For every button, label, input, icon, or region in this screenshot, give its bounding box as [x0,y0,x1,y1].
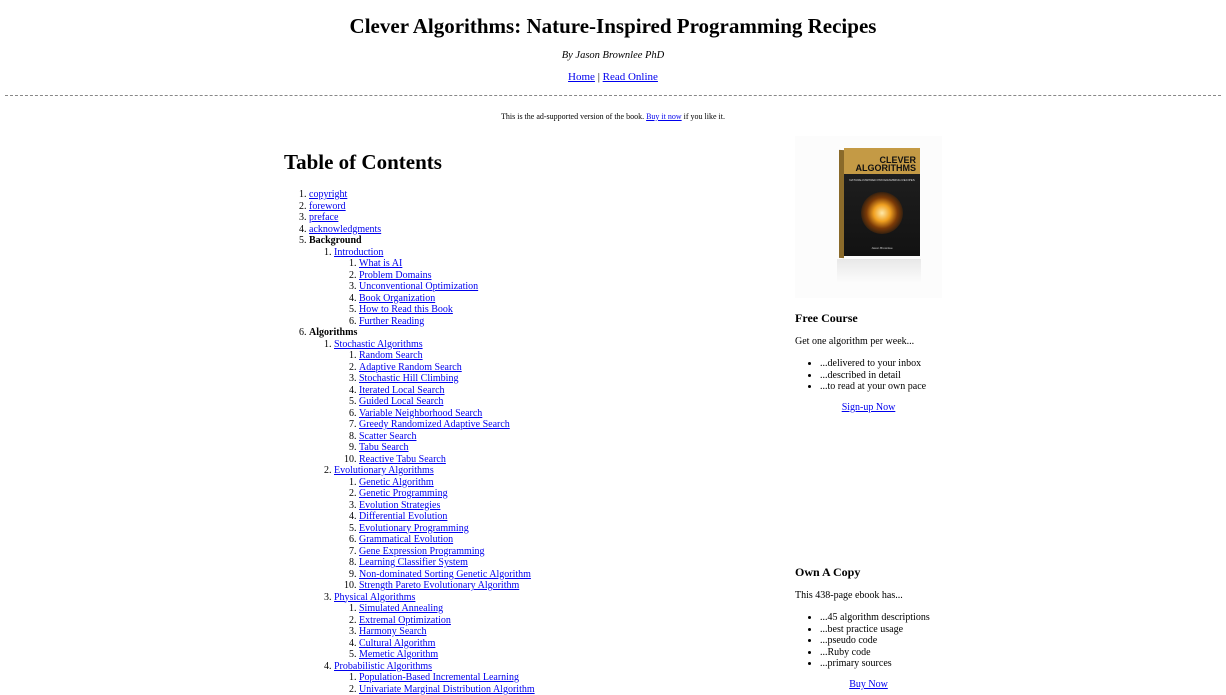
cover-title-line1: CLEVER [848,156,916,164]
toc-item [359,615,535,627]
toc-item [309,189,535,201]
toc-link-probabilistic-algorithm[interactable]: Univariate Marginal Distribution Algorithm [359,684,535,695]
toc-sublist [334,603,535,661]
toc-item [359,534,535,546]
toc-item [359,304,535,316]
own-copy-feature: • ...best practice usage [820,624,930,636]
book-front-cover [844,148,920,256]
toc-item [359,500,535,512]
toc-item [359,546,535,558]
toc-item [359,408,535,420]
toc-link-stochastic-algorithm[interactable]: Stochastic Hill Climbing [359,373,458,384]
cover-title [848,156,916,172]
toc-link-evolutionary-algorithm[interactable]: Genetic Programming [359,488,448,499]
read-online-link[interactable]: Read Online [603,71,658,83]
free-course-feature: • ...delivered to your inbox [820,358,926,370]
toc-link-evolutionary-algorithm[interactable]: Gene Expression Programming [359,546,485,557]
toc-item [359,396,535,408]
section-label-algorithms: Algorithms [309,327,357,338]
buy-it-now-link[interactable]: Buy it now [646,112,682,121]
ad-notice-tail: if you like it. [684,112,725,121]
toc-link-introduction-topic[interactable]: How to Read this Book [359,304,453,315]
free-course-feature: • ...to read at your own pace [820,381,926,393]
toc-link-physical-algorithms[interactable]: Physical Algorithms [334,592,415,603]
toc-section-algorithms [309,327,535,695]
toc-list [309,189,535,695]
toc-link-evolutionary-algorithm[interactable]: Genetic Algorithm [359,477,434,488]
ad-notice [0,112,1226,121]
toc-item [359,638,535,650]
own-copy-feature: • ...Ruby code [820,647,930,659]
toc-link-copyright[interactable]: copyright [309,189,347,200]
toc-heading: Table of Contents [284,150,442,175]
toc-link-stochastic-algorithm[interactable]: Greedy Randomized Adaptive Search [359,419,510,430]
toc-item [359,373,535,385]
toc-link-stochastic-algorithm[interactable]: Iterated Local Search [359,385,445,396]
toc-link-physical-algorithm[interactable]: Simulated Annealing [359,603,443,614]
own-copy-features [820,612,930,670]
cover-author: Jason Brownlee [848,246,916,250]
toc-item [359,649,535,661]
toc-item [359,316,535,328]
toc-chapter [334,592,535,661]
toc-link-stochastic-algorithm[interactable]: Random Search [359,350,423,361]
toc-link-probabilistic-algorithm[interactable]: Population-Based Incremental Learning [359,672,519,683]
toc-link-stochastic-algorithms[interactable]: Stochastic Algorithms [334,339,423,350]
toc-link-stochastic-algorithm[interactable]: Tabu Search [359,442,409,453]
toc-chapter [334,247,535,328]
toc-link-evolutionary-algorithm[interactable]: Differential Evolution [359,511,447,522]
toc-item [359,362,535,374]
toc-link-physical-algorithm[interactable]: Harmony Search [359,626,426,637]
toc-chapter [334,339,535,466]
toc-link-stochastic-algorithm[interactable]: Adaptive Random Search [359,362,462,373]
toc-link-introduction-topic[interactable]: Unconventional Optimization [359,281,478,292]
toc-item [359,557,535,569]
toc-link-stochastic-algorithm[interactable]: Reactive Tabu Search [359,454,446,465]
toc-link-evolutionary-algorithms[interactable]: Evolutionary Algorithms [334,465,434,476]
free-course-intro: Get one algorithm per week... [795,336,914,347]
toc-item [359,511,535,523]
toc-item [359,523,535,535]
toc-link-evolutionary-algorithm[interactable]: Non-dominated Sorting Genetic Algorithm [359,569,531,580]
spiral-art-icon [861,192,903,234]
toc-link-evolutionary-algorithm[interactable]: Evolution Strategies [359,500,440,511]
toc-link-physical-algorithm[interactable]: Cultural Algorithm [359,638,435,649]
header-divider [5,95,1221,96]
sign-up-link-wrap [795,402,942,413]
toc-link-evolutionary-algorithm[interactable]: Learning Classifier System [359,557,468,568]
toc-link-introduction[interactable]: Introduction [334,247,383,258]
nav-separator: | [598,71,600,83]
toc-link-introduction-topic[interactable]: Problem Domains [359,270,432,281]
book-shadow [837,259,921,283]
ad-notice-text: This is the ad-supported version of the book. [501,112,644,121]
toc-chapter [334,465,535,592]
free-course-features [820,358,926,393]
toc-link-stochastic-algorithm[interactable]: Variable Neighborhood Search [359,408,482,419]
toc-item [359,258,535,270]
own-copy-feature: • ...pseudo code [820,635,930,647]
background-chapters [309,247,535,328]
toc-item [309,212,535,224]
toc-link-introduction-topic[interactable]: Further Reading [359,316,424,327]
toc-item [359,431,535,443]
own-copy-feature: • ...primary sources [820,658,930,670]
own-copy-intro: This 438-page ebook has... [795,590,903,601]
toc-item [359,569,535,581]
toc-link-foreword[interactable]: foreword [309,201,346,212]
toc-link-evolutionary-algorithm[interactable]: Grammatical Evolution [359,534,453,545]
toc-link-stochastic-algorithm[interactable]: Guided Local Search [359,396,443,407]
toc-link-evolutionary-algorithm[interactable]: Strength Pareto Evolutionary Algorithm [359,580,519,591]
toc-sublist [334,672,535,695]
author-byline: By Jason Brownlee PhD [0,50,1226,61]
toc-link-stochastic-algorithm[interactable]: Scatter Search [359,431,416,442]
section-label-background: Background [309,235,362,246]
toc-item [309,224,535,236]
toc-sublist [334,350,535,465]
toc-link-evolutionary-algorithm[interactable]: Evolutionary Programming [359,523,469,534]
cover-subtitle: NATURE-INSPIRED PROGRAMMING RECIPES [848,178,916,182]
toc-link-introduction-topic[interactable]: Book Organization [359,293,435,304]
free-course-feature: • ...described in detail [820,370,926,382]
toc-item [359,293,535,305]
algorithm-chapters [309,339,535,695]
toc-item [359,419,535,431]
toc-item [359,454,535,466]
toc-section-background [309,235,535,327]
sign-up-now-link[interactable]: Sign-up Now [842,402,896,413]
toc-item [359,672,535,684]
toc-item [359,626,535,638]
toc-item [359,580,535,592]
own-copy-feature: • ...45 algorithm descriptions [820,612,930,624]
table-of-contents [309,189,535,695]
own-copy-heading: Own A Copy [795,565,860,580]
toc-link-preface[interactable]: preface [309,212,338,223]
toc-item [359,270,535,282]
buy-now-link-wrap [795,679,942,690]
toc-item [359,281,535,293]
toc-link-physical-algorithm[interactable]: Extremal Optimization [359,615,451,626]
toc-item [359,350,535,362]
toc-link-probabilistic-algorithms[interactable]: Probabilistic Algorithms [334,661,432,672]
toc-item [309,201,535,213]
free-course-heading: Free Course [795,311,858,326]
toc-item [359,442,535,454]
toc-item [359,477,535,489]
toc-item [359,385,535,397]
cover-title-line2: ALGORITHMS [848,164,916,172]
site-title: Clever Algorithms: Nature-Inspired Programming Recipes [0,14,1226,39]
toc-sublist [334,258,535,327]
toc-item [359,684,535,695]
toc-item [359,603,535,615]
toc-link-acknowledgments[interactable]: acknowledgments [309,224,381,235]
buy-now-link[interactable]: Buy Now [849,679,888,690]
book-cover-image[interactable] [795,136,942,298]
home-link[interactable]: Home [568,71,595,83]
toc-link-introduction-topic[interactable]: What is AI [359,258,402,269]
top-nav [0,71,1226,83]
toc-link-physical-algorithm[interactable]: Memetic Algorithm [359,649,438,660]
toc-sublist [334,477,535,592]
toc-item [359,488,535,500]
